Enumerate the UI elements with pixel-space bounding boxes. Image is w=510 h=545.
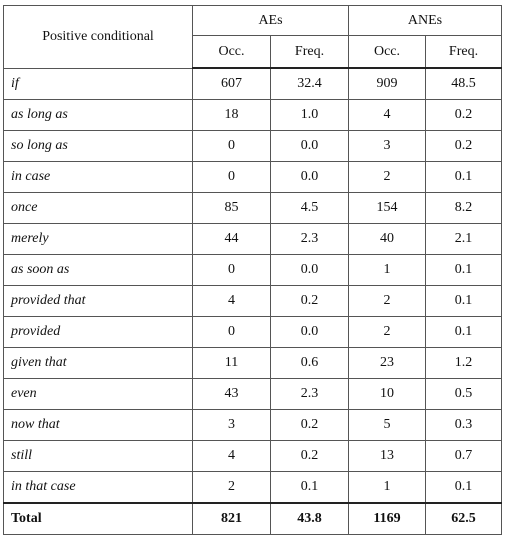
anes-freq-cell: 0.1 — [426, 472, 502, 504]
aes-occ-cell: 0 — [193, 131, 271, 162]
anes-freq-cell: 0.1 — [426, 255, 502, 286]
table-row — [4, 224, 502, 255]
aes-occ-cell: 3 — [193, 410, 271, 441]
term-cell: provided — [4, 317, 193, 348]
aes-freq-cell: 0.1 — [271, 472, 349, 504]
anes-occ-cell: 3 — [349, 131, 426, 162]
aes-occ-cell: 44 — [193, 224, 271, 255]
anes-occ-cell: 1 — [349, 472, 426, 504]
anes-occ-cell: 2 — [349, 162, 426, 193]
anes-occ-cell: 2 — [349, 286, 426, 317]
term-cell: even — [4, 379, 193, 410]
total-anes-occ: 1169 — [349, 503, 426, 535]
aes-freq-cell: 0.0 — [271, 162, 349, 193]
total-anes-freq: 62.5 — [426, 503, 502, 535]
header-anes-occ: Occ. — [349, 36, 426, 69]
aes-freq-cell: 0.0 — [271, 255, 349, 286]
aes-freq-cell: 1.0 — [271, 100, 349, 131]
aes-freq-cell: 0.6 — [271, 348, 349, 379]
table-row — [4, 193, 502, 224]
aes-freq-cell: 0.2 — [271, 286, 349, 317]
term-cell: merely — [4, 224, 193, 255]
aes-occ-cell: 85 — [193, 193, 271, 224]
anes-occ-cell: 23 — [349, 348, 426, 379]
term-cell: so long as — [4, 131, 193, 162]
anes-occ-cell: 10 — [349, 379, 426, 410]
header-row-groups — [4, 6, 502, 36]
aes-freq-cell: 0.2 — [271, 410, 349, 441]
aes-freq-cell: 2.3 — [271, 379, 349, 410]
total-aes-occ: 821 — [193, 503, 271, 535]
aes-occ-cell: 0 — [193, 162, 271, 193]
header-aes-occ: Occ. — [193, 36, 271, 69]
header-aes-freq: Freq. — [271, 36, 349, 69]
term-cell: in that case — [4, 472, 193, 504]
total-aes-freq: 43.8 — [271, 503, 349, 535]
aes-occ-cell: 607 — [193, 68, 271, 100]
aes-occ-cell: 11 — [193, 348, 271, 379]
term-cell: provided that — [4, 286, 193, 317]
aes-occ-cell: 18 — [193, 100, 271, 131]
anes-occ-cell: 1 — [349, 255, 426, 286]
table-row — [4, 162, 502, 193]
aes-occ-cell: 43 — [193, 379, 271, 410]
term-cell: once — [4, 193, 193, 224]
header-group-aes: AEs — [193, 6, 349, 36]
conditional-frequency-table — [3, 5, 502, 535]
aes-occ-cell: 4 — [193, 286, 271, 317]
total-label: Total — [4, 503, 193, 535]
conditional-table-container — [3, 5, 501, 535]
table-row — [4, 317, 502, 348]
aes-freq-cell: 0.0 — [271, 317, 349, 348]
anes-freq-cell: 8.2 — [426, 193, 502, 224]
aes-occ-cell: 0 — [193, 317, 271, 348]
anes-occ-cell: 154 — [349, 193, 426, 224]
anes-freq-cell: 2.1 — [426, 224, 502, 255]
term-cell: still — [4, 441, 193, 472]
anes-freq-cell: 0.1 — [426, 162, 502, 193]
anes-freq-cell: 0.2 — [426, 131, 502, 162]
anes-occ-cell: 13 — [349, 441, 426, 472]
aes-occ-cell: 2 — [193, 472, 271, 504]
aes-freq-cell: 0.2 — [271, 441, 349, 472]
table-row — [4, 472, 502, 504]
anes-freq-cell: 0.1 — [426, 317, 502, 348]
anes-freq-cell: 0.7 — [426, 441, 502, 472]
table-row — [4, 348, 502, 379]
table-row — [4, 379, 502, 410]
term-cell: as soon as — [4, 255, 193, 286]
term-cell: in case — [4, 162, 193, 193]
anes-occ-cell: 40 — [349, 224, 426, 255]
table-row — [4, 286, 502, 317]
term-cell: given that — [4, 348, 193, 379]
table-body — [4, 68, 502, 535]
anes-freq-cell: 1.2 — [426, 348, 502, 379]
aes-freq-cell: 0.0 — [271, 131, 349, 162]
anes-freq-cell: 0.3 — [426, 410, 502, 441]
anes-freq-cell: 0.2 — [426, 100, 502, 131]
aes-freq-cell: 2.3 — [271, 224, 349, 255]
anes-occ-cell: 2 — [349, 317, 426, 348]
aes-occ-cell: 0 — [193, 255, 271, 286]
table-row — [4, 68, 502, 100]
anes-occ-cell: 909 — [349, 68, 426, 100]
anes-freq-cell: 0.1 — [426, 286, 502, 317]
table-row — [4, 441, 502, 472]
aes-freq-cell: 4.5 — [271, 193, 349, 224]
header-group-anes: ANEs — [349, 6, 502, 36]
table-row — [4, 100, 502, 131]
header-anes-freq: Freq. — [426, 36, 502, 69]
anes-occ-cell: 5 — [349, 410, 426, 441]
anes-occ-cell: 4 — [349, 100, 426, 131]
table-row — [4, 131, 502, 162]
aes-occ-cell: 4 — [193, 441, 271, 472]
header-positive-conditional: Positive conditional — [4, 6, 193, 69]
table-row — [4, 255, 502, 286]
total-row — [4, 503, 502, 535]
aes-freq-cell: 32.4 — [271, 68, 349, 100]
table-row — [4, 410, 502, 441]
term-cell: now that — [4, 410, 193, 441]
term-cell: as long as — [4, 100, 193, 131]
anes-freq-cell: 48.5 — [426, 68, 502, 100]
term-cell: if — [4, 68, 193, 100]
anes-freq-cell: 0.5 — [426, 379, 502, 410]
